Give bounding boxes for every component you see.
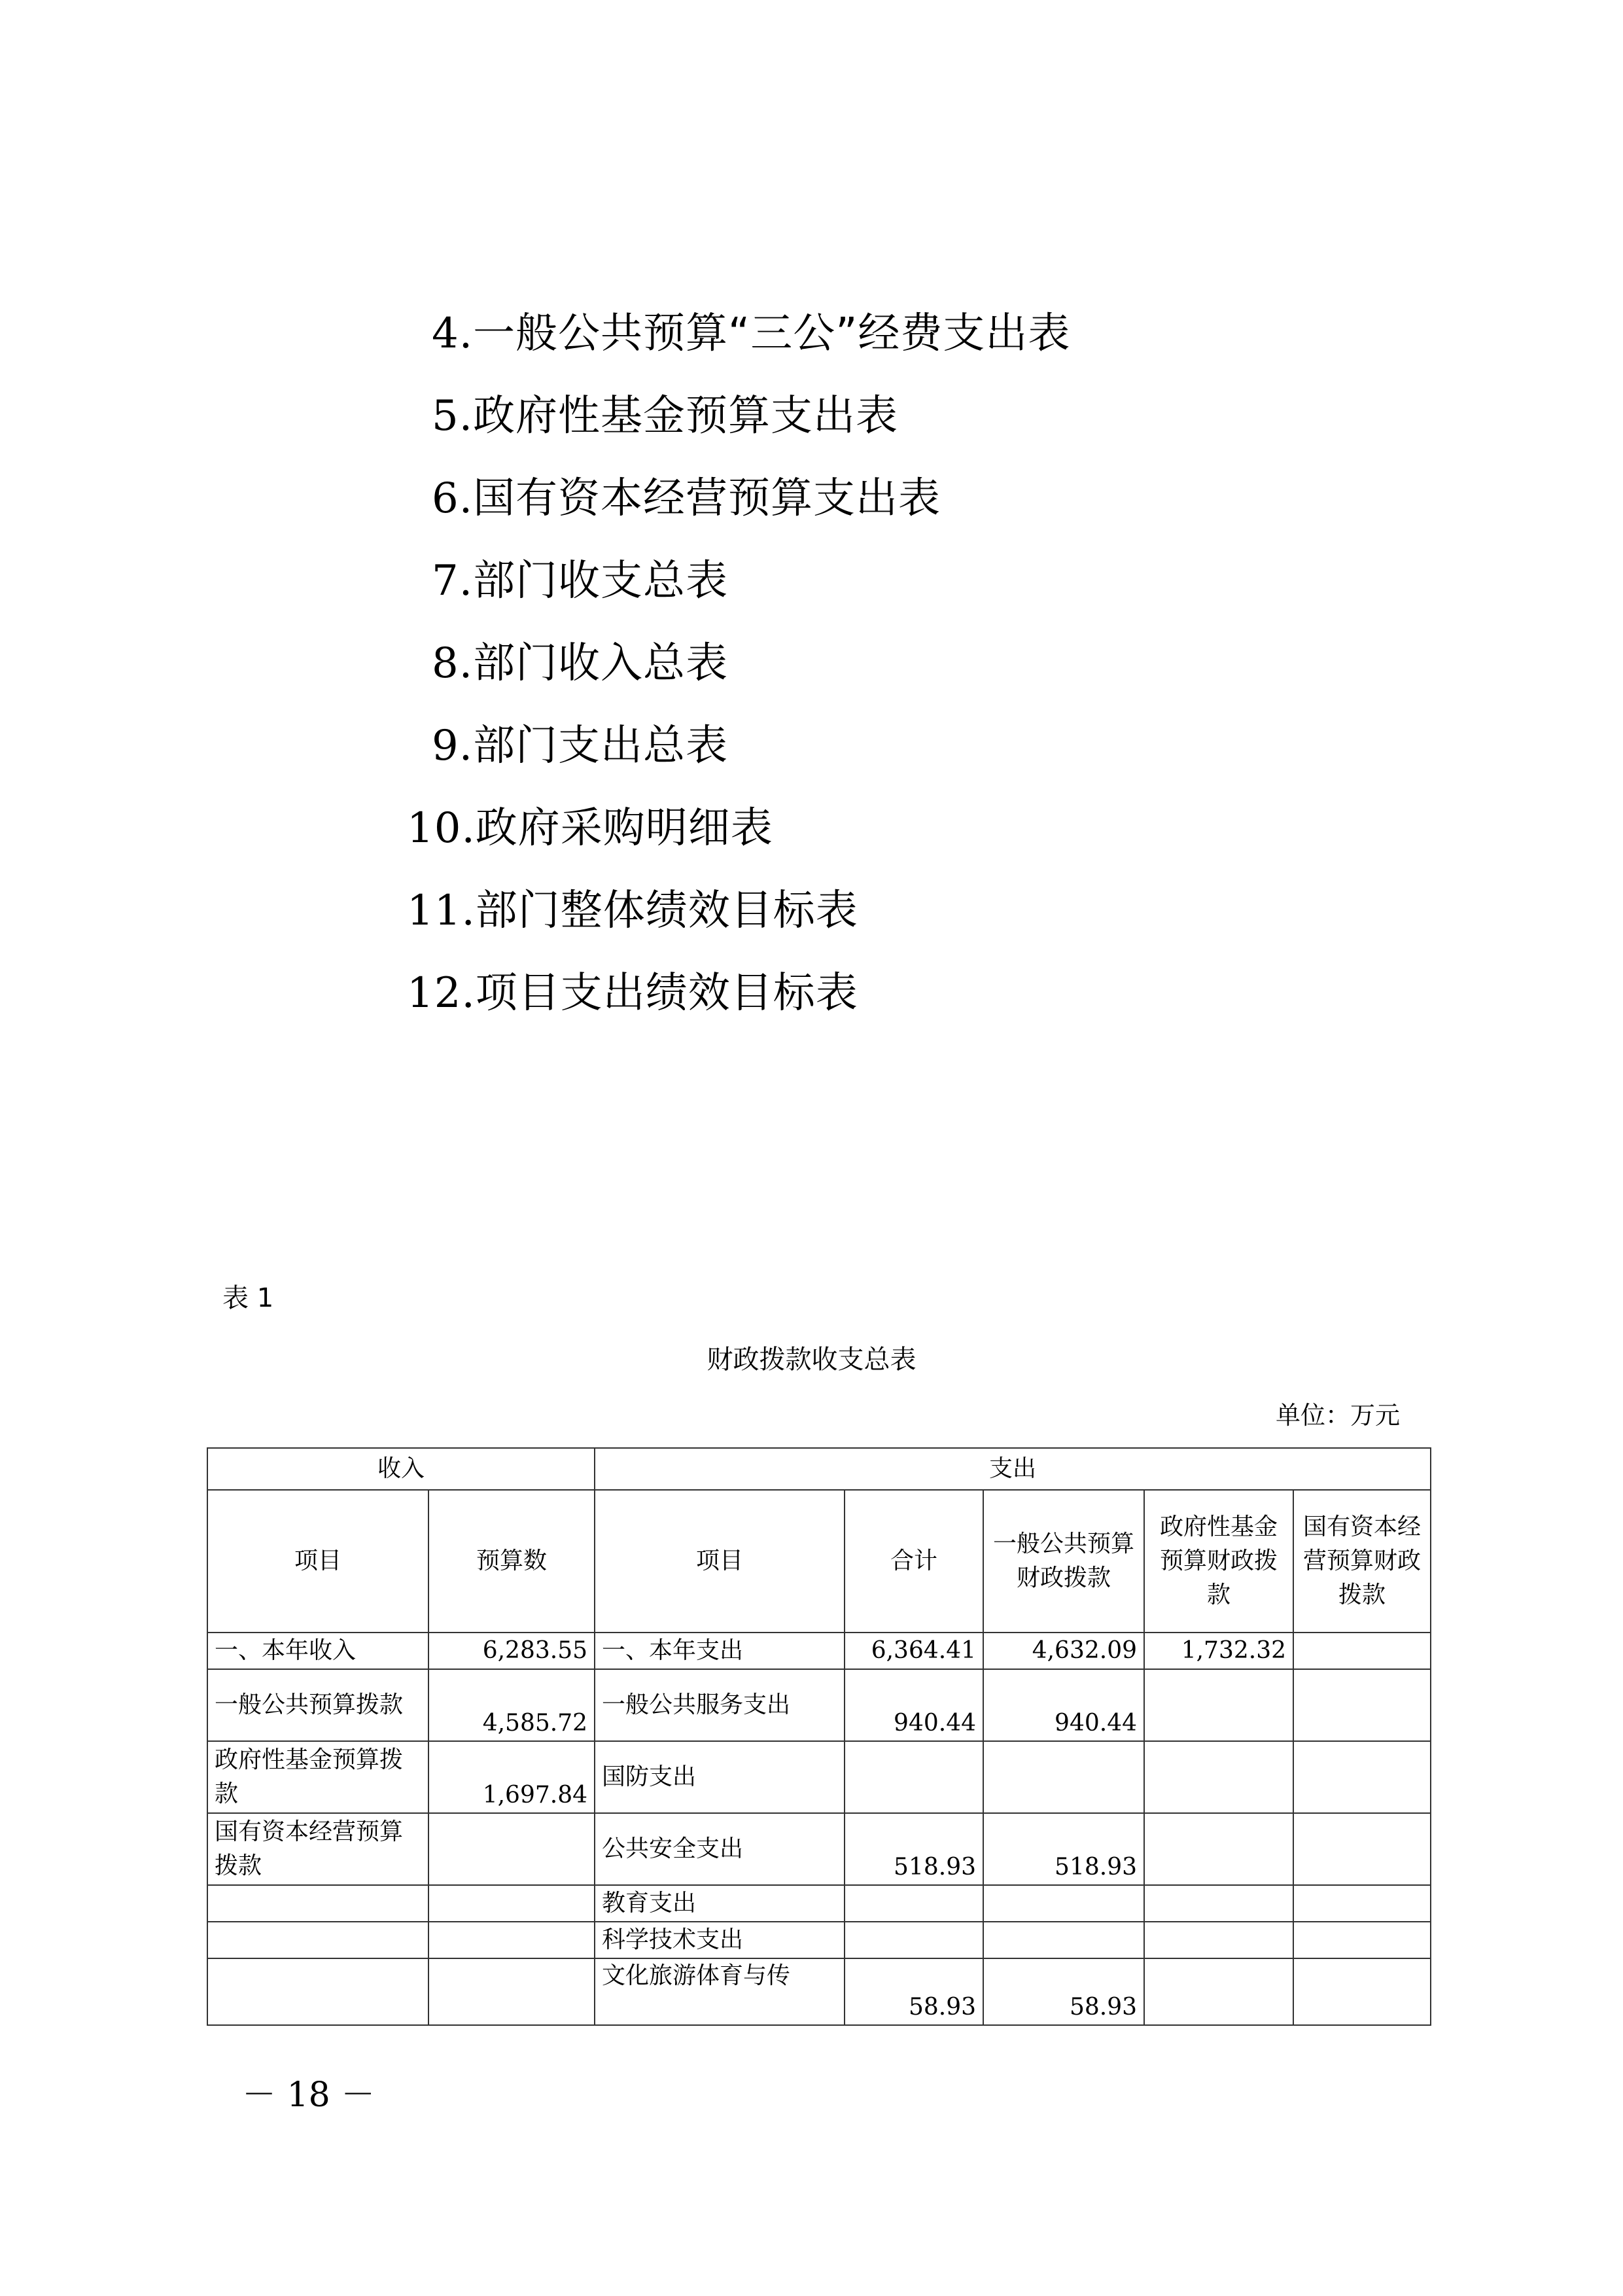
item-number: 11. bbox=[407, 887, 476, 935]
table-title: 财政拨款收支总表 bbox=[707, 1345, 916, 1375]
cell-income-item bbox=[207, 1922, 428, 1958]
cell-total bbox=[845, 1741, 983, 1813]
cell-total bbox=[845, 1922, 983, 1958]
cell-gov-fund bbox=[1144, 1741, 1293, 1813]
cell-general-budget bbox=[983, 1885, 1144, 1922]
cell-expense-item: 科学技术支出 bbox=[595, 1922, 845, 1958]
item-text: 政府采购明细表 bbox=[475, 804, 773, 853]
list-item bbox=[432, 308, 1070, 360]
col-income-item: 项目 bbox=[207, 1490, 428, 1633]
cell-expense-item: 教育支出 bbox=[595, 1885, 845, 1922]
col-gov-fund: 政府性基金预算财政拨款 bbox=[1144, 1490, 1293, 1633]
cell-income-budget bbox=[428, 1958, 595, 2025]
item-number: 6. bbox=[432, 474, 474, 523]
list-item bbox=[407, 885, 858, 937]
cell-income-budget: 1,697.84 bbox=[428, 1741, 595, 1813]
cell-state-capital bbox=[1293, 1885, 1431, 1922]
cell-state-capital bbox=[1293, 1922, 1431, 1958]
table-row bbox=[207, 1922, 1431, 1958]
col-state-capital: 国有资本经营预算财政拨款 bbox=[1293, 1490, 1431, 1633]
cell-expense-item: 一般公共服务支出 bbox=[595, 1669, 845, 1741]
cell-state-capital bbox=[1293, 1813, 1431, 1885]
cell-gov-fund bbox=[1144, 1669, 1293, 1741]
cell-expense-item: 文化旅游体育与传 bbox=[595, 1958, 845, 2025]
finance-summary-table bbox=[207, 1447, 1431, 2026]
table-row bbox=[207, 1958, 1431, 2025]
cell-gov-fund: 1,732.32 bbox=[1144, 1633, 1293, 1669]
item-number: 9. bbox=[432, 722, 474, 770]
item-text: 政府性基金预算支出表 bbox=[473, 392, 899, 440]
cell-income-item: 国有资本经营预算拨款 bbox=[207, 1813, 428, 1885]
list-item bbox=[432, 472, 941, 525]
col-income-budget: 预算数 bbox=[428, 1490, 595, 1633]
cell-gov-fund bbox=[1144, 1885, 1293, 1922]
cell-general-budget: 4,632.09 bbox=[983, 1633, 1144, 1669]
item-number: 10. bbox=[407, 804, 476, 853]
list-item bbox=[432, 720, 728, 772]
cell-income-item: 政府性基金预算拨款 bbox=[207, 1741, 428, 1813]
cell-gov-fund bbox=[1144, 1958, 1293, 2025]
table-row bbox=[207, 1669, 1431, 1741]
item-text: 一般公共预算“三公”经费支出表 bbox=[473, 309, 1071, 358]
group-header-row bbox=[207, 1448, 1431, 1490]
list-item bbox=[432, 555, 728, 607]
cell-state-capital bbox=[1293, 1741, 1431, 1813]
list-item bbox=[407, 967, 858, 1019]
cell-income-budget bbox=[428, 1922, 595, 1958]
item-text: 部门收支总表 bbox=[473, 557, 729, 605]
cell-expense-item: 一、本年支出 bbox=[595, 1633, 845, 1669]
list-item bbox=[432, 390, 898, 442]
expense-group-header: 支出 bbox=[595, 1448, 1431, 1490]
cell-state-capital bbox=[1293, 1633, 1431, 1669]
item-number: 8. bbox=[432, 639, 474, 688]
cell-total: 6,364.41 bbox=[845, 1633, 983, 1669]
cell-income-item: 一、本年收入 bbox=[207, 1633, 428, 1669]
col-total: 合计 bbox=[845, 1490, 983, 1633]
item-text: 国有资本经营预算支出表 bbox=[473, 474, 941, 523]
list-item bbox=[432, 637, 728, 690]
cell-income-budget bbox=[428, 1885, 595, 1922]
col-expense-item: 项目 bbox=[595, 1490, 845, 1633]
cell-income-item: 一般公共预算拨款 bbox=[207, 1669, 428, 1741]
table-row bbox=[207, 1633, 1431, 1669]
table-label: 表 1 bbox=[222, 1283, 274, 1313]
cell-state-capital bbox=[1293, 1958, 1431, 2025]
item-number: 5. bbox=[432, 392, 474, 440]
item-number: 7. bbox=[432, 557, 474, 605]
col-general-budget: 一般公共预算 财政拨款 bbox=[983, 1490, 1144, 1633]
cell-total bbox=[845, 1885, 983, 1922]
cell-expense-item: 公共安全支出 bbox=[595, 1813, 845, 1885]
item-number: 4. bbox=[432, 309, 474, 358]
cell-expense-item: 国防支出 bbox=[595, 1741, 845, 1813]
item-number: 12. bbox=[407, 969, 476, 1017]
cell-gov-fund bbox=[1144, 1813, 1293, 1885]
cell-gov-fund bbox=[1144, 1922, 1293, 1958]
list-item bbox=[407, 802, 773, 855]
cell-general-budget bbox=[983, 1741, 1144, 1813]
item-text: 部门整体绩效目标表 bbox=[475, 887, 858, 935]
cell-total: 518.93 bbox=[845, 1813, 983, 1885]
cell-state-capital bbox=[1293, 1669, 1431, 1741]
cell-general-budget: 518.93 bbox=[983, 1813, 1144, 1885]
table-row bbox=[207, 1741, 1431, 1813]
cell-general-budget: 58.93 bbox=[983, 1958, 1144, 2025]
column-header-row bbox=[207, 1490, 1431, 1633]
cell-total: 58.93 bbox=[845, 1958, 983, 2025]
cell-general-budget bbox=[983, 1922, 1144, 1958]
item-text: 部门收入总表 bbox=[473, 639, 729, 688]
item-text: 部门支出总表 bbox=[473, 722, 729, 770]
cell-income-budget: 6,283.55 bbox=[428, 1633, 595, 1669]
unit-label: 单位：万元 bbox=[1275, 1401, 1400, 1430]
cell-general-budget: 940.44 bbox=[983, 1669, 1144, 1741]
cell-income-budget: 4,585.72 bbox=[428, 1669, 595, 1741]
table-row bbox=[207, 1885, 1431, 1922]
cell-income-item bbox=[207, 1958, 428, 2025]
item-text: 项目支出绩效目标表 bbox=[475, 969, 858, 1017]
cell-income-item bbox=[207, 1885, 428, 1922]
cell-total: 940.44 bbox=[845, 1669, 983, 1741]
table-row bbox=[207, 1813, 1431, 1885]
cell-income-budget bbox=[428, 1813, 595, 1885]
income-group-header: 收入 bbox=[207, 1448, 595, 1490]
page-number: － 18 － bbox=[242, 2075, 375, 2115]
